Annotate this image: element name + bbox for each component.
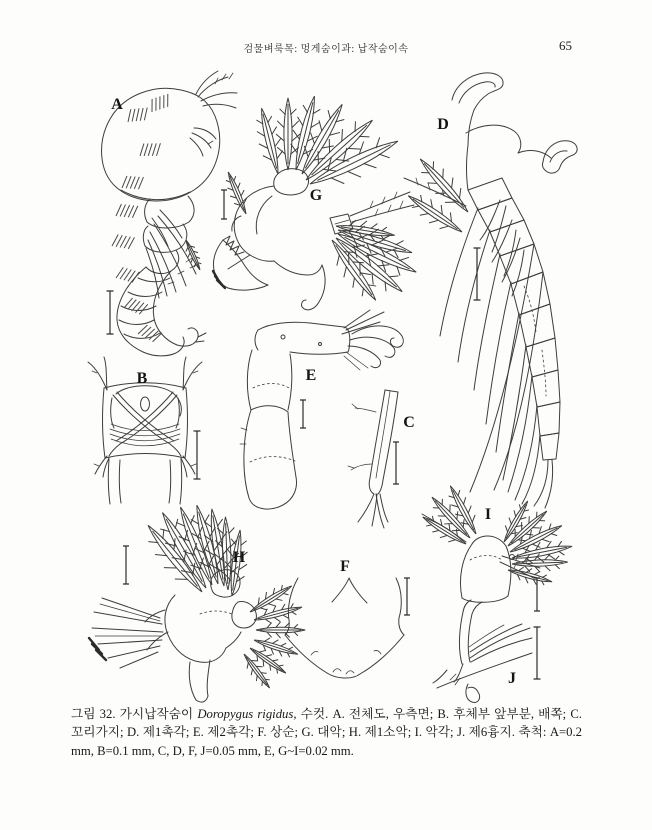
scale-bar-h bbox=[123, 546, 129, 584]
scale-bar-b bbox=[194, 431, 201, 479]
panel-label-f: F bbox=[340, 558, 350, 575]
panel-label-b: B bbox=[136, 370, 148, 387]
figure-a-habitus bbox=[102, 71, 237, 356]
panel-label-h: H bbox=[232, 549, 246, 566]
panel-label-g: G bbox=[309, 187, 323, 204]
scale-bar-a bbox=[107, 291, 114, 334]
scale-bar-g bbox=[221, 190, 227, 219]
caption-text-body: , 수컷. A. 전체도, 우측면; B. 후체부 앞부분, 배쪽; C. 꼬리가지; D. 제1촉각; E. 제2촉각; F. 상순; G. 대악; H. 제1소악; I. 악각; J. 제6흉지. 축척: A=0.2 mm, B=0.1 mm, C, D, F, J=0.05 mm, E, G~I=0.02 mm. bbox=[71, 707, 582, 758]
scale-bar-d bbox=[474, 248, 481, 300]
panel-label-e: E bbox=[305, 367, 317, 384]
figure-e-antenna bbox=[240, 310, 403, 509]
figure-i-maxilliped bbox=[418, 482, 574, 603]
panel-label-c: C bbox=[403, 414, 415, 431]
figure-caption bbox=[71, 705, 582, 760]
panel-label-a: A bbox=[111, 96, 123, 113]
figure-j-leg6 bbox=[433, 600, 532, 702]
panel-label-d: D bbox=[437, 116, 449, 133]
running-title: 검물벼룩목: 멍게숨이과: 납작숨이속 bbox=[243, 44, 409, 55]
figure-d-antennule bbox=[402, 73, 577, 508]
scale-bars bbox=[107, 190, 541, 679]
scale-bar-c bbox=[393, 442, 399, 484]
scale-bar-j bbox=[534, 627, 541, 679]
panel-label-j: J bbox=[508, 670, 516, 687]
panel-label-i: I bbox=[484, 506, 492, 523]
page-number: 65 bbox=[559, 38, 572, 53]
scale-bar-e bbox=[300, 400, 306, 428]
caption-species-name: Doropygus rigidus bbox=[197, 707, 294, 721]
scale-bar-f bbox=[404, 578, 410, 615]
caption-text-lead: 그림 32. 가시납작숨이 bbox=[71, 707, 198, 721]
figure-h-maxillule bbox=[89, 502, 305, 702]
figure-c-caudal-ramus bbox=[348, 390, 398, 528]
figure-f-labrum bbox=[285, 578, 404, 678]
